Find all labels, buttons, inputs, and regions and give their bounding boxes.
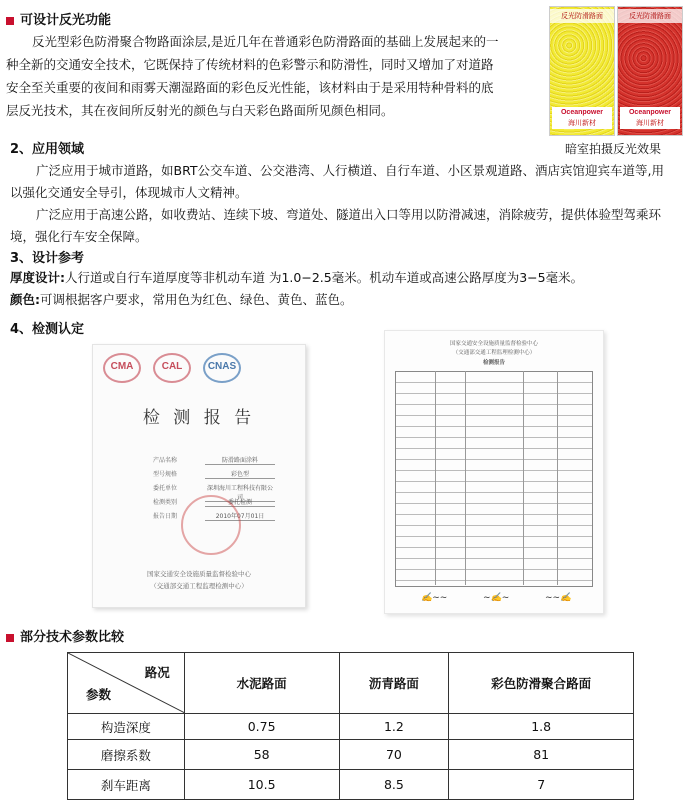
section1-heading: 可设计反光功能 bbox=[6, 9, 111, 28]
signature-3: ~~✍ bbox=[545, 593, 572, 603]
cma-logo-icon: CMA bbox=[103, 353, 141, 383]
cnas-logo-icon: CNAS bbox=[203, 353, 241, 383]
cal-logo-icon: CAL bbox=[153, 353, 191, 383]
table-header-row bbox=[68, 653, 634, 714]
diagonal-line bbox=[68, 653, 185, 713]
signature-2: ~✍~ bbox=[483, 593, 510, 603]
cover-row: 型号规格 彩色型 bbox=[153, 469, 177, 478]
test-report-page: 国家交通安全设施质量监督检验中心 （交通部交通工程监理检测中心） 检测报告 ✍~~ ~✍~ ~~✍ bbox=[384, 330, 604, 614]
tech-params-table bbox=[67, 652, 634, 800]
column-header: 彩色防滑聚合路面 bbox=[449, 653, 634, 714]
table-row: 刹车距离 10.5 8.5 7 bbox=[68, 770, 634, 800]
seal-stamp-icon bbox=[181, 495, 241, 555]
section4-heading: 4、检测认定 bbox=[10, 322, 85, 337]
heading-bullet-icon bbox=[6, 634, 14, 642]
section3-body bbox=[10, 267, 694, 311]
signature-1: ✍~~ bbox=[421, 593, 448, 603]
section5-heading: 部分技术参数比较 bbox=[6, 626, 124, 645]
cover-row: 委托单位 深圳海川工程科技有限公司 bbox=[153, 485, 273, 501]
cover-row: 报告日期 2010年07月01日 bbox=[153, 511, 177, 520]
table-row: 构造深度 0.75 1.2 1.8 bbox=[68, 714, 634, 740]
cover-title: 检 测 报 告 bbox=[142, 408, 256, 428]
section3-heading: 3、设计参考 bbox=[10, 251, 85, 266]
table-row: 磨擦系数 58 70 81 bbox=[68, 740, 634, 770]
thickness-line: 厚度设计:人行道或自行车道厚度等非机动车道 为1.0−2.5毫米。机动车道或高速公路厚度为3−5毫米。 bbox=[10, 270, 584, 285]
cover-row: 产品名称 防滑路面涂料 bbox=[153, 455, 177, 464]
reflective-sample-photo bbox=[549, 6, 683, 136]
brand-label: Oceanpower 海川新材 bbox=[552, 107, 612, 129]
color-line: 颜色:可调根据客户要求，常用色为红色、绿色、黄色、蓝色。 bbox=[10, 292, 353, 307]
yellow-sample: 反光防滑路面 Oceanpower 海川新材 bbox=[549, 6, 615, 136]
report-table bbox=[395, 371, 593, 587]
column-header: 水泥路面 bbox=[184, 653, 339, 714]
column-header: 沥青路面 bbox=[339, 653, 449, 714]
cover-row: 检测类别 委托检测 bbox=[153, 497, 177, 506]
section1-body: 反光型彩色防滑聚合物路面涂层,是近几年在普通彩色防滑路面的基础上发展起来的一 种全新的交通安全技术，它既保持了传统材料的色彩警示和防滑性，同时又增加了对道路 安全至关重要的夜间和雨雾天潮湿路面的彩色反光性能，该材料由于是采用特种骨料的底 层反光技术，其在夜间所反射光的颜色与白天彩色路面所见颜色相同。 bbox=[6, 34, 499, 118]
photo-caption: 暗室拍摄反光效果 bbox=[565, 142, 662, 156]
section2-heading: 2、应用领域 bbox=[10, 142, 85, 157]
heading-bullet-icon bbox=[6, 17, 14, 25]
section2-body: 广泛应用于城市道路，如BRT公交车道、公交港湾、人行横道、自行车道、小区景观道路、酒店宾馆迎宾车道等,用 以强化交通安全导引，体现城市人文精神。 广泛应用于高速公路，如收费站、连续下坡、弯道处、隧道出入口等用以防滑减速，消除疲劳，提供体验型驾乘环 境，强化行车安全保障。 bbox=[10, 163, 664, 244]
brand-label: Oceanpower 海川新材 bbox=[620, 107, 680, 129]
red-sample: 反光防滑路面 Oceanpower 海川新材 bbox=[617, 6, 683, 136]
test-report-cover: CMA CAL CNAS 检 测 报 告 产品名称 防滑路面涂料 型号规格 彩色型 委托单位 深圳海川工程科技有限公司 检测类别 委托检测 报告日期 2010年07月01日 国家交通安全设施质量监督检验中心 （交通部交通工程监理检测中心） bbox=[92, 344, 306, 608]
diagonal-header-cell: 路况 参数 bbox=[68, 653, 185, 714]
